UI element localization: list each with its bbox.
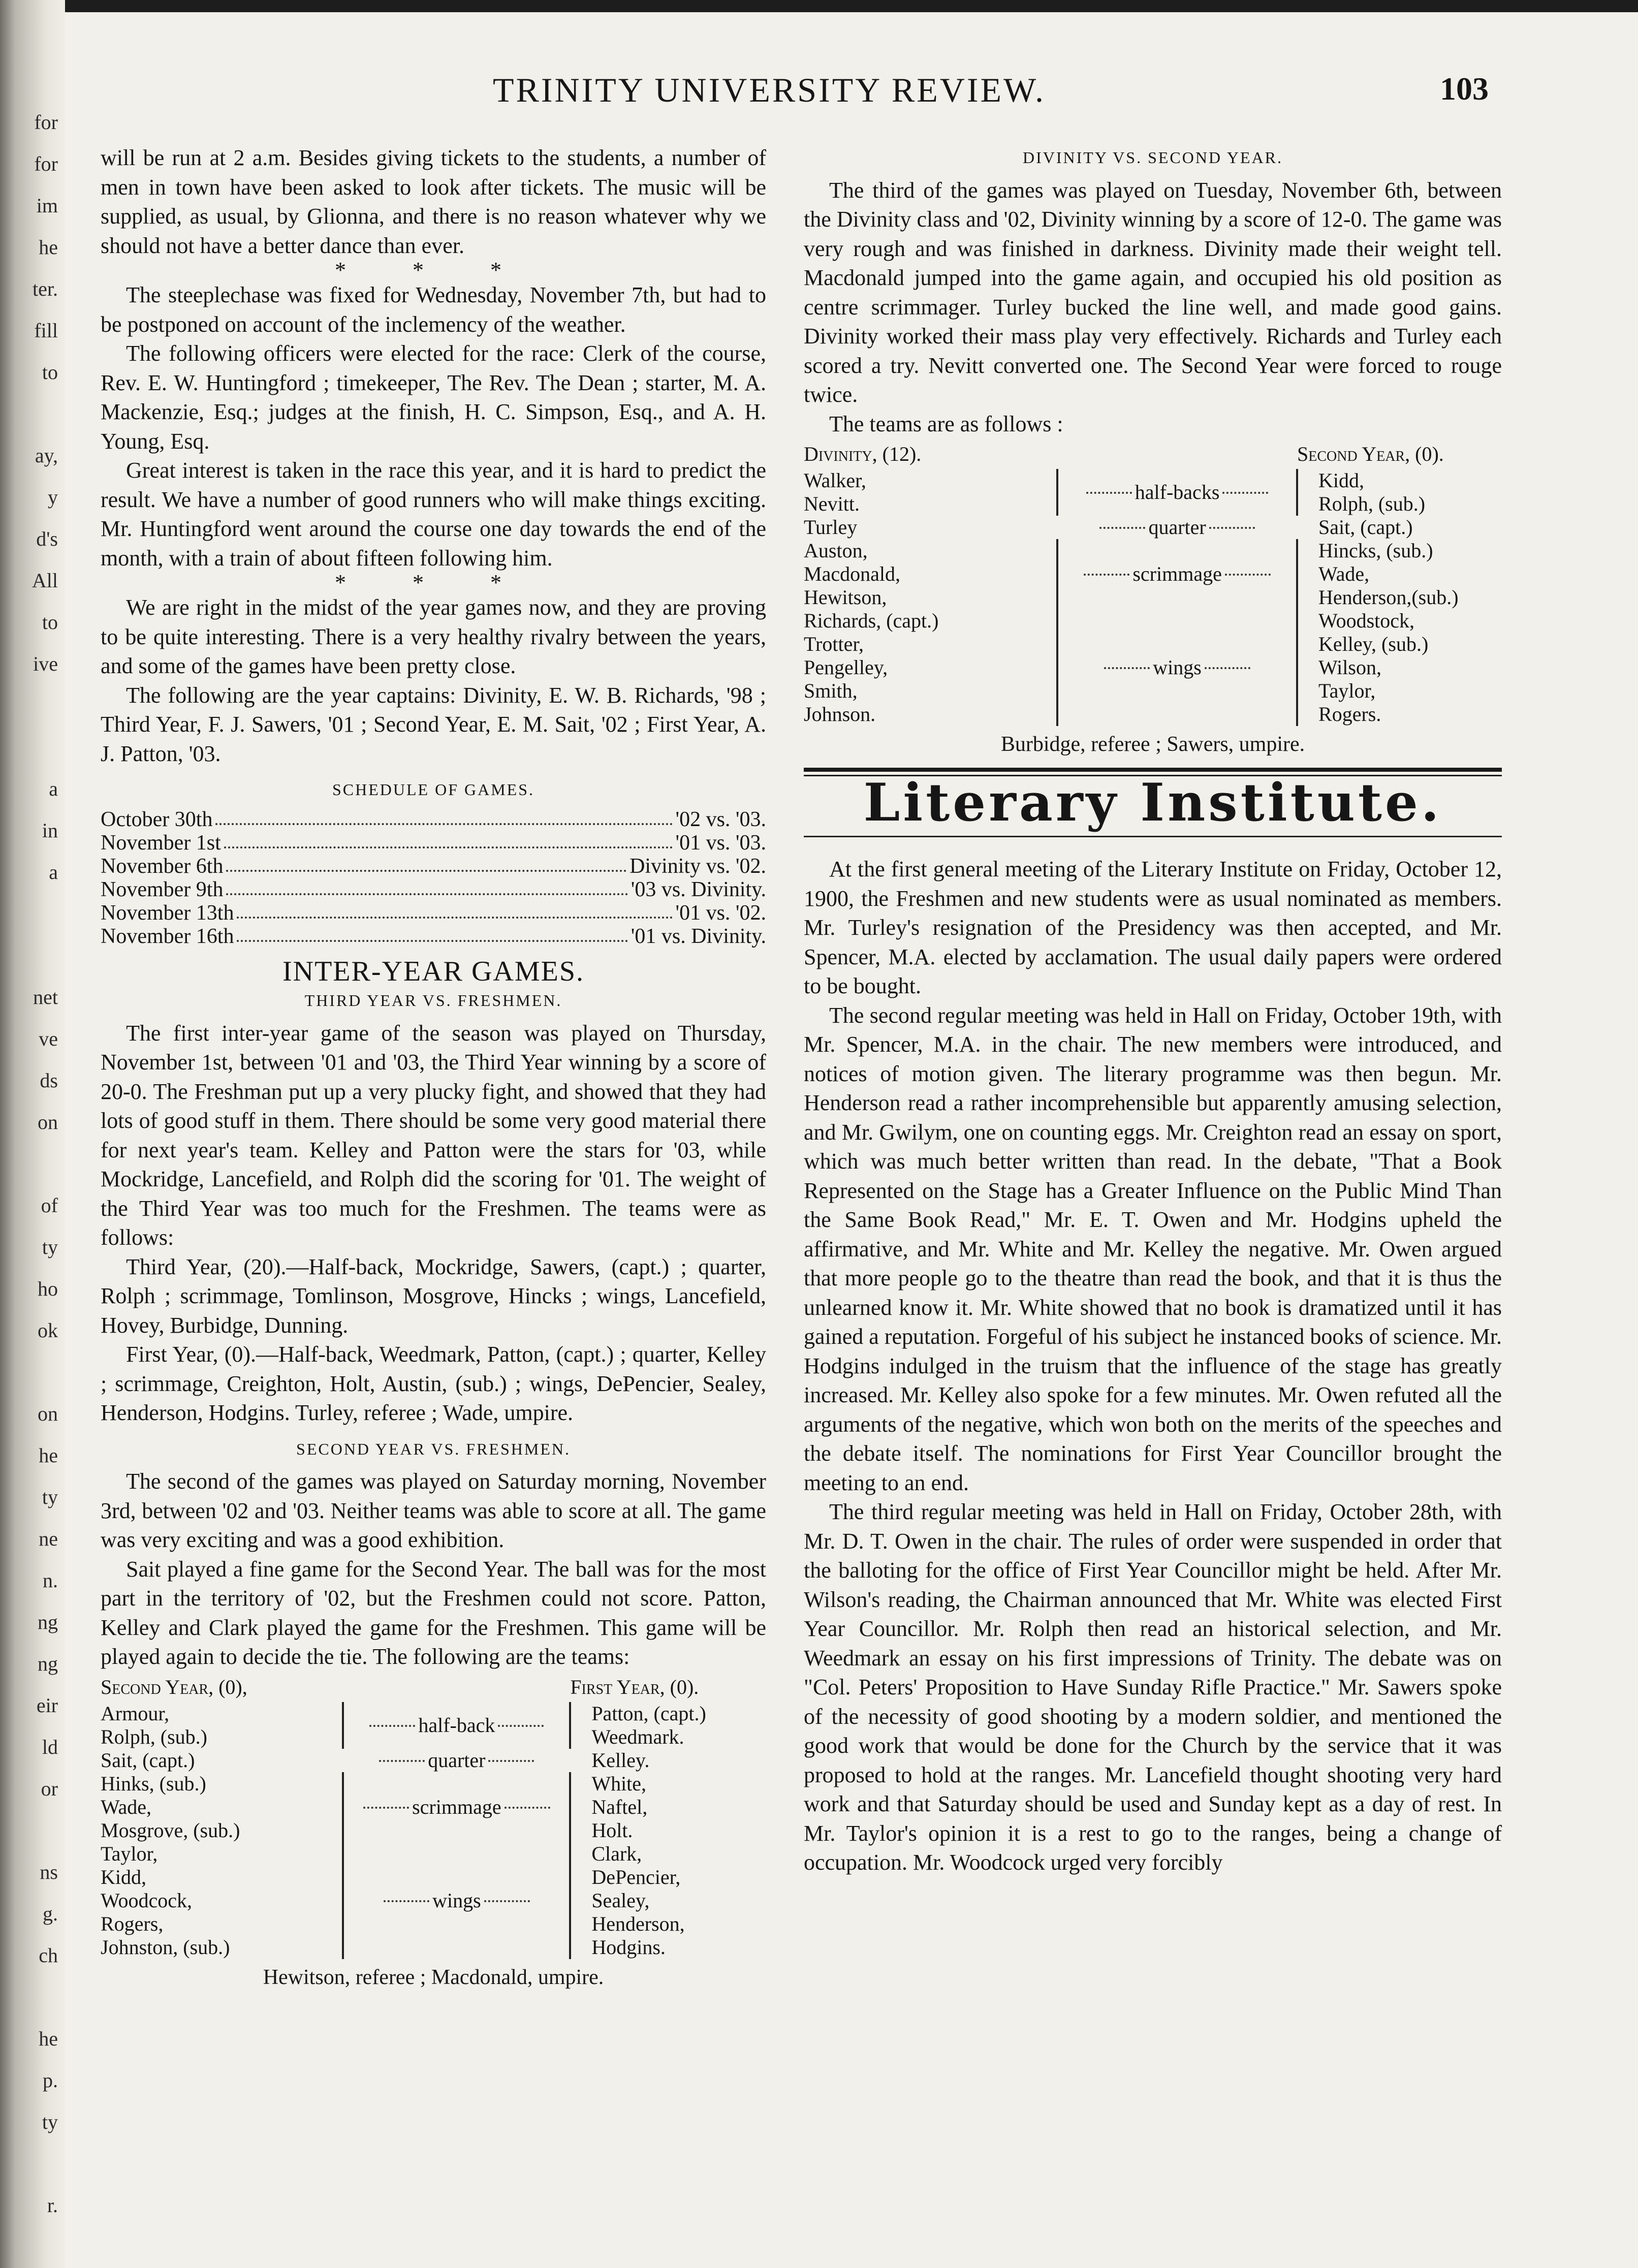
player-name: Weedmark. xyxy=(591,1725,684,1748)
position-label: half-backs xyxy=(1135,481,1220,503)
margin-fragment: ve xyxy=(39,1027,58,1050)
margin-fragment xyxy=(2,893,58,935)
lineup-row-wings xyxy=(804,609,1502,726)
player-name: Hewitson, xyxy=(804,586,887,609)
margin-fragment: or xyxy=(41,1777,58,1800)
position-label: scrimmage xyxy=(1132,562,1222,585)
margin-fragment: in xyxy=(42,819,58,842)
player-name: Kidd, xyxy=(1318,469,1365,492)
margin-fragment: im xyxy=(36,194,58,217)
player-name: Wade, xyxy=(1318,562,1370,585)
margin-fragment: eir xyxy=(36,1694,58,1717)
player-name: Kelley. xyxy=(591,1748,650,1772)
player-name: Naftel, xyxy=(591,1795,648,1818)
margin-fragment: ng xyxy=(38,1652,58,1675)
heading-rule xyxy=(804,836,1502,837)
schedule-row xyxy=(101,878,766,901)
brace-mark xyxy=(327,1772,343,1842)
player-name: Kidd, xyxy=(101,1865,146,1888)
schedule-table xyxy=(101,808,766,948)
margin-fragment: ter. xyxy=(33,277,58,300)
margin-fragment: ds xyxy=(40,1069,58,1092)
brace-mark xyxy=(1297,539,1313,609)
margin-fragment xyxy=(2,1351,58,1393)
third-year-team: Third Year, (20).—Half-back, Mockridge, Sawers, (capt.) ; quarter, Rolph ; scrimmage, Tomlinson, Mosgrove, Hincks ; wings, Lancefield, Hovey, Burbidge, Dunning. xyxy=(101,1254,766,1338)
schedule-row xyxy=(101,925,766,948)
margin-fragment: a xyxy=(49,861,58,884)
player-name: Richards, (capt.) xyxy=(804,609,939,632)
brace-mark xyxy=(1297,469,1313,516)
margin-fragment: n. xyxy=(43,1569,58,1592)
divinity-vs-second-lineup xyxy=(804,443,1502,726)
margin-fragment: y xyxy=(48,486,58,509)
schedule-game: '01 vs. '02. xyxy=(675,901,766,925)
player-name: Holt. xyxy=(591,1818,633,1842)
schedule-game: '01 vs. '03. xyxy=(675,831,766,855)
player-name: Pengelley, xyxy=(804,656,888,679)
margin-fragment: g. xyxy=(43,1902,58,1925)
player-name: Rogers. xyxy=(1318,703,1381,726)
player-name: Clark, xyxy=(591,1842,642,1865)
schedule-game: '02 vs. '03. xyxy=(675,807,766,831)
margin-fragment xyxy=(2,1810,58,1851)
player-name: Auston, xyxy=(804,539,868,562)
brace-mark xyxy=(1041,516,1057,539)
lineup-row-scrimmage xyxy=(101,1772,766,1842)
leader-dots xyxy=(215,808,672,825)
player-name: White, xyxy=(591,1772,647,1795)
right-column xyxy=(804,143,1502,1877)
player-name: Taylor, xyxy=(1318,679,1376,702)
lineup-left-team: Second Year, (0), xyxy=(101,1675,247,1698)
margin-fragment xyxy=(2,1143,58,1185)
margin-fragment xyxy=(2,2143,58,2185)
lineup-row-quarter xyxy=(101,1749,766,1772)
leader-dots xyxy=(237,901,672,919)
brace-mark xyxy=(1041,609,1057,726)
player-name: Mosgrove, (sub.) xyxy=(101,1818,240,1842)
second-vs-freshmen-title: SECOND YEAR VS. FRESHMEN. xyxy=(296,1439,571,1458)
player-name: Hinks, (sub.) xyxy=(101,1772,206,1795)
schedule-row xyxy=(101,808,766,831)
year-games-paragraph-1: We are right in the midst of the year games now, and they are proving to be quite interesting. There is a very healthy rivalry between the years, and some of the games have been pretty close. xyxy=(101,595,766,678)
player-name: Rolph, (sub.) xyxy=(1318,492,1426,515)
position-label: quarter xyxy=(428,1748,486,1772)
player-name: Trotter, xyxy=(804,633,864,655)
margin-fragment: r. xyxy=(47,2194,58,2217)
margin-fragment: ay, xyxy=(35,444,58,467)
divinity-vs-second-title: DIVINITY VS. SECOND YEAR. xyxy=(1022,148,1283,167)
leader-dots xyxy=(226,855,626,872)
player-name: Henderson,(sub.) xyxy=(1318,586,1459,609)
margin-fragment xyxy=(2,685,58,727)
margin-fragment: of xyxy=(41,1194,58,1217)
margin-fragment: ty xyxy=(42,1236,58,1258)
margin-fragment: on xyxy=(38,1111,58,1133)
margin-fragment: ld xyxy=(42,1736,58,1758)
divinity-vs-second-paragraph: The third of the games was played on Tuesday, November 6th, between the Divinity class and '02, Divinity winning by a score of 12-0. The game was very rough and was finished in darkness. Divinity made their weight tell. Macdonald jumped into the game again, and occupied his old position as centre scrimmager. Turley bucked the line well, and made good gains. Divinity worked their mass play very effectively. Richards and Turley each scored a try. Nevitt converted one. The Second Year were forced to rouge twice. xyxy=(804,177,1502,407)
schedule-date: October 30th xyxy=(101,807,213,831)
player-name: Taylor, xyxy=(101,1842,158,1865)
section-stars: * * * xyxy=(335,258,532,282)
margin-fragment: ne xyxy=(39,1527,58,1550)
margin-fragment: d's xyxy=(36,527,58,550)
margin-fragment: ng xyxy=(38,1611,58,1633)
player-name: Patton, (capt.) xyxy=(591,1702,706,1725)
inter-year-title: INTER-YEAR GAMES. xyxy=(282,955,584,987)
player-name: Wade, xyxy=(101,1795,152,1818)
leader-dots xyxy=(224,831,673,848)
player-name: Nevitt. xyxy=(804,492,860,515)
margin-fragment: ok xyxy=(38,1319,58,1342)
player-name: Turley xyxy=(804,516,858,539)
player-name: Sealey, xyxy=(591,1888,650,1912)
schedule-date: November 16th xyxy=(101,924,234,948)
officials-line: Hewitson, referee ; Macdonald, umpire. xyxy=(263,1965,604,1989)
second-vs-freshmen-paragraph-2: Sait played a fine game for the Second Year. The ball was for the most part in the territory of '02, but the Freshmen could not score. Patton, Kelley and Clark played the game for the Freshmen. This game will be played again to decide the tie. The following are the teams: xyxy=(101,1556,766,1669)
literary-paragraph-3: The third regular meeting was held in Hall on Friday, October 28th, with Mr. D. T. Owen in the chair. The rules of order were suspended in order that the balloting for the office of First Year Councillor might be held. After Mr. Wilson's reading, the Chairman announced that Mr. White was elected First Year Councillor. Mr. Rolph then read an historical selection, and Mr. Weedmark an essay on his first impressions of Trinity. The debate was on "Col. Peters' Proposition to Have Sunday Rifle Practice." Mr. Sawers spoke of the necessity of good shooting by a modern soldier, and mentioned the good work that would be done for the Church by the service that it was proposed to hold at the ranges. Mr. Lancefield thought shooting very hard work and that Saturday should be used and Sunday kept as a day of rest. In Mr. Taylor's opinion it is a rest to go to the ranges, being a change of occupation. Mr. Woodcock urged very forcibly xyxy=(804,1499,1502,1875)
brace-mark xyxy=(570,1749,586,1772)
player-name: Smith, xyxy=(804,679,858,702)
facing-page-fragments xyxy=(2,102,58,2226)
margin-fragment: he xyxy=(39,2027,58,2050)
player-name: Hodgins. xyxy=(591,1935,666,1959)
steeplechase-paragraph-1: The steeplechase was fixed for Wednesday, November 7th, but had to be postponed on account of the inclemency of the weather. xyxy=(101,282,766,337)
schedule-game: '01 vs. Divinity. xyxy=(631,924,766,948)
player-name: Woodstock, xyxy=(1318,609,1415,632)
top-border xyxy=(0,0,1638,12)
player-name: Walker, xyxy=(804,469,866,492)
steeplechase-paragraph-3: Great interest is taken in the race this year, and it is hard to predict the result. We have a number of good runners who will make things exciting. Mr. Huntingford went around the course one day towards the end of the month, with a train of about fifteen following him. xyxy=(101,458,766,571)
margin-fragment: ch xyxy=(39,1944,58,1967)
schedule-date: November 1st xyxy=(101,831,221,855)
player-name: Macdonald, xyxy=(804,562,900,585)
first-year-team: First Year, (0).—Half-back, Weedmark, Patton, (capt.) ; quarter, Kelley ; scrimmage, Creighton, Holt, Austin, (sub.) ; wings, DePencier, Sealey, Henderson, Hodgins. Turley, referee ; Wade, umpire. xyxy=(101,1342,766,1425)
margin-fragment: ns xyxy=(40,1861,58,1883)
running-title: TRINITY UNIVERSITY REVIEW. xyxy=(493,71,1046,109)
lineup-left-team: Divinity, (12). xyxy=(804,443,922,465)
margin-fragment xyxy=(2,935,58,976)
player-name: Johnson. xyxy=(804,703,876,726)
position-label: wings xyxy=(432,1888,481,1912)
officials-line: Burbidge, referee ; Sawers, umpire. xyxy=(1000,733,1305,756)
brace-mark xyxy=(327,1842,343,1959)
lineup-row-halfback xyxy=(804,469,1502,516)
player-name: Sait, (capt.) xyxy=(1318,516,1413,539)
dance-paragraph: will be run at 2 a.m. Besides giving tickets to the students, a number of men in town have been asked to look after tickets. The music will be supplied, as usual, by Glionna, and there is no reason whatever why we should not have a better dance than ever. xyxy=(101,145,766,258)
literary-paragraph-1: At the first general meeting of the Literary Institute on Friday, October 12, 1900, the Freshmen and new students were as usual nominated as members. Mr. Turley's resignation of the Presidency was then accepted, and Mr. Spencer, M.A. elected by acclamation. The usual daily papers were ordered to be bought. xyxy=(804,857,1502,998)
player-name: Sait, (capt.) xyxy=(101,1748,195,1772)
brace-mark xyxy=(570,1702,586,1749)
leader-dots xyxy=(237,925,627,942)
player-name: Kelley, (sub.) xyxy=(1318,633,1429,655)
lineup-row-scrimmage xyxy=(804,539,1502,609)
brace-mark xyxy=(570,1842,586,1959)
margin-fragment xyxy=(2,727,58,768)
margin-fragment: to xyxy=(42,361,58,384)
brace-mark xyxy=(1041,539,1057,609)
margin-fragment: he xyxy=(39,1444,58,1467)
brace-mark xyxy=(1297,609,1313,726)
player-name: DePencier, xyxy=(591,1865,681,1888)
third-vs-freshmen-title: THIRD YEAR VS. FRESHMEN. xyxy=(304,991,562,1010)
player-name: Rolph, (sub.) xyxy=(101,1725,207,1748)
section-stars: * * * xyxy=(335,570,532,595)
margin-fragment: ty xyxy=(42,1486,58,1508)
player-name: Armour, xyxy=(101,1702,170,1725)
margin-fragment: on xyxy=(38,1402,58,1425)
year-games-paragraph-2: The following are the year captains: Divinity, E. W. B. Richards, '98 ; Third Year, F. J. Sawers, '01 ; Second Year, E. M. Sait, '02 ; First Year, A. J. Patton, '03. xyxy=(101,682,766,766)
position-label: quarter xyxy=(1148,516,1206,539)
steeplechase-paragraph-2: The following officers were elected for the race: Clerk of the course, Rev. E. W. Huntingford ; timekeeper, The Rev. The Dean ; starter, M. A. Mackenzie, Esq.; judges at the finish, H. C. Simpson, Esq., and A. H. Young, Esq. xyxy=(101,341,766,454)
position-label: wings xyxy=(1153,656,1202,679)
lineup-right-team: Second Year, (0). xyxy=(1297,443,1444,465)
page-number: 103 xyxy=(1440,71,1489,107)
brace-mark xyxy=(1297,516,1313,539)
teams-intro: The teams are as follows : xyxy=(829,411,1063,436)
schedule-date: November 13th xyxy=(101,901,234,925)
player-name: Rogers, xyxy=(101,1912,164,1935)
margin-fragment: All xyxy=(32,569,58,592)
brace-mark xyxy=(327,1749,343,1772)
schedule-date: November 9th xyxy=(101,877,224,901)
literary-institute-heading: Literary Institute. xyxy=(863,772,1442,833)
position-label: scrimmage xyxy=(412,1795,501,1818)
brace-mark xyxy=(570,1772,586,1842)
margin-fragment: to xyxy=(42,611,58,634)
schedule-row xyxy=(101,901,766,925)
margin-fragment xyxy=(2,393,58,435)
leader-dots xyxy=(226,878,627,895)
margin-fragment: ty xyxy=(42,2110,58,2133)
brace-mark xyxy=(1041,469,1057,516)
player-name: Johnston, (sub.) xyxy=(101,1935,230,1959)
section-rule-thick xyxy=(804,768,1502,772)
third-vs-freshmen-paragraph: The first inter-year game of the season was played on Thursday, November 1st, between '01 and '03, the Third Year winning by a score of 20-0. The Freshman put up a very plucky fight, and showed that they had lots of good stuff in them. There should be some very good material there for next year's team. Kelley and Patton were the stars for '03, while Mockridge, Lancefield, and Rolph did the scoring for '01. The weight of the Third Year was too much for the Freshmen. The teams were as follows: xyxy=(101,1020,766,1250)
margin-fragment: for xyxy=(34,152,58,175)
schedule-game: '03 vs. Divinity. xyxy=(631,877,766,901)
player-name: Hincks, (sub.) xyxy=(1318,539,1433,562)
lineup-row-quarter xyxy=(804,516,1502,539)
page-header xyxy=(102,70,1504,116)
left-column xyxy=(101,143,766,1992)
margin-fragment: fill xyxy=(34,319,58,342)
margin-fragment: p. xyxy=(43,2069,58,2092)
position-label: half-back xyxy=(418,1713,495,1737)
schedule-date: November 6th xyxy=(101,854,224,878)
brace-mark xyxy=(327,1702,343,1749)
margin-fragment: net xyxy=(33,986,58,1009)
margin-fragment: ho xyxy=(38,1277,58,1300)
margin-fragment: ive xyxy=(33,652,58,675)
lineup-row-halfback xyxy=(101,1702,766,1749)
literary-paragraph-2: The second regular meeting was held in Hall on Friday, October 19th, with Mr. Spencer, M.A. in the chair. The new members were introduced, and notices of motion given. The literary programme was then begun. Mr. Henderson read a rather incomprehensible but apparently amusing selection, and Mr. Gwilym, one on counting eggs. Mr. Creighton read an essay on sport, which was much better written than read. In the debate, "That a Book Represented on the Stage has a Greater Influence on the Public Mind Than the Same Book Read," Mr. E. T. Owen and Mr. Hodgins upheld the affirmative, and Mr. White and Mr. Kelley the negative. Mr. Owen argued that more people go to the theatre than read the book, and that it is thus the unlearned know it. Mr. White showed that no book is dramatized until it has gained a reputation. Forgeful of his subject he instanced books of science. Mr. Hodgins indulged in the truism that the influence of the stage has greatly increased. Mr. Kelley also spoke for a few minutes. Mr. Owen refuted all the arguments of the negative, which won both on the merits of the speeches and the debate itself. The nominations for First Year Councillor brought the meeting to an end. xyxy=(804,1002,1502,1495)
schedule-title: SCHEDULE OF GAMES. xyxy=(332,780,535,799)
schedule-row xyxy=(101,831,766,855)
schedule-row xyxy=(101,855,766,878)
second-vs-freshmen-paragraph-1: The second of the games was played on Saturday morning, November 3rd, between '02 and '03. Neither teams was able to score at all. The game was very exciting and was a good exhibition. xyxy=(101,1469,766,1552)
second-vs-first-lineup xyxy=(101,1676,766,1959)
margin-fragment: for xyxy=(34,111,58,134)
player-name: Wilson, xyxy=(1318,656,1381,679)
player-name: Woodcock, xyxy=(101,1888,193,1912)
lineup-right-team: First Year, (0). xyxy=(570,1675,699,1698)
player-name: Henderson, xyxy=(591,1912,685,1935)
margin-fragment: a xyxy=(49,777,58,800)
schedule-game: Divinity vs. '02. xyxy=(629,854,766,878)
margin-fragment xyxy=(2,1976,58,2018)
margin-fragment: he xyxy=(39,236,58,259)
lineup-row-wings xyxy=(101,1842,766,1959)
